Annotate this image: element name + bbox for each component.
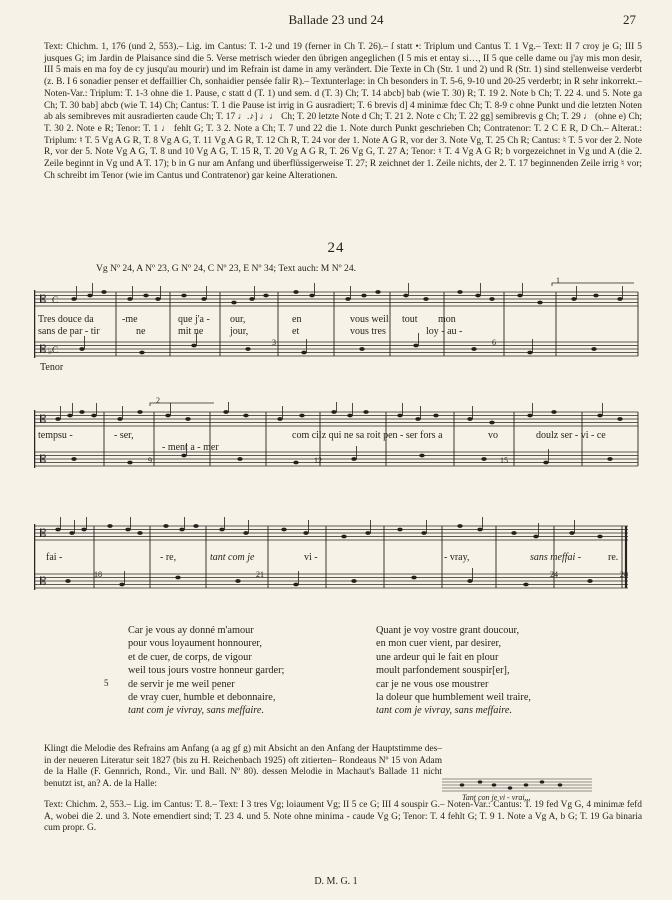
poem-line-refrain: tant com je vivray, sans meffaire. <box>376 705 513 717</box>
lyric-syllable: vo <box>488 430 498 441</box>
lyric-syllable: ne <box>136 326 146 337</box>
measure-number: 28 <box>620 570 628 579</box>
lyric-syllable: mit ne <box>178 326 204 337</box>
poem-line: moult parfondement souspir[er], <box>376 665 510 677</box>
measure-number: 9 <box>148 456 152 465</box>
poem-line: car je ne vous ose moustrer <box>376 678 489 690</box>
lyric-syllable: Tres douce da <box>38 314 94 325</box>
lyric-syllable: vous tres <box>350 326 386 337</box>
staff-system-1-graphic <box>34 282 640 382</box>
critical-notes-text: Text: Chichm. 1, 176 (und 2, 553).– Lig. im Cantus: T. 1-2 und 19 (ferner in Ch T. 26).– ſ statt •: Triplum und Cantus T. 1 Vg.– Text: II 7 croy je G; III 5 jusques G; im Jardin de Plaisance sind die 5. Verse metrisch wieder den übrigen angeglichen (I 5 mis et entay si…, II 5 que celle dame ou j'ay mis mon desir, III 5 mais en ma foy de cy jusqu'au mourir) und im Refrain ist dame in amy verändert. Die Texte in Ch (Str. 1 und 2) und R (Str. 1) sind stellenweise verderbt (z. B. I 6 sonadier penser et deffaillier Ch, sonhaidier pensée falir R).– Textunterlage: in Ch besonders in T. 5-6, 9-10 und 20-25 verderbt; in R sehr inkorrekt.– Noten-Var.: Triplum: T. 1-3 ohne die 1. Pause, c statt d (T. 1) und sem. d (T. 3) Ch; T. 14 abcb] bab (wie T. 30) R; T. 19 2. Note b Ch; T. 22 4. und 5. Note ga Ch; T. 30 bab] abcb (wie T. 14) Ch; Cantus: T. 1 die Pause ist irrig in G ausradiert; T. 6 brevis d] 4 minimæ fdec Ch; T. 8-9 c ohne Punkt und die letzten Noten ab als semibreves mit ausradierten caude Ch; T. 17 ♩.♪] ♩♩ Ch; T. 20 letzte Note d Ch; T. 21 2. Note c Ch; T. 22 gg] semibrevis g Ch; T. 29 ♩ (ohne e) Ch; T. 30 2. Note e R; Tenor: T. 1 ♩ fehlt G; T. 3 2. Note a Ch; T. 7 und 22 die 1. Note durch Punkt geschrieben Ch; Contratenor: T. 2 C E R, D Ch.– Alterat.: Triplum: ♮ T. 5 Vg A G R, T. 8 Vg A G, T. 11 Vg A G R, T. 12 Ch R, T. 24 vor der 1. Note A G R, vor der 3. Note Vg, T. 25 Ch R; Cantus: ♮ T. 5 vor der 2. Note R, vor der 5. Note Vg A G, T. 8 und 10 Vg A G, T. 15 R, T. 20 Vg A G R, T. 26 Vg G, T. 27 A; Tenor: ♮ T. 4 Vg A G R; b vorgezeichnet in Vg und A (die 2. Zeile beginnt in Vg und A T. 17); b in G nur am Anfang und überflüssigerweise T. 27; R zeichnet der 1. Zeile nichts, der 2. T. 17 beginnenden Zeile irrig ♮ vor; Ch schreibt im Tenor (wie im Cantus und Contratenor) gar keine Alterationen. <box>44 42 642 181</box>
volta-number: 1 <box>556 276 560 285</box>
lyric-syllable: mon <box>438 314 456 325</box>
lyric-syllable: et <box>292 326 300 337</box>
lyric-syllable: jour, <box>230 326 249 337</box>
page-number: 27 <box>623 12 636 27</box>
measure-number: 18 <box>94 570 102 579</box>
poem-line-refrain: tant com je vivray, sans meffaire. <box>128 705 265 717</box>
lyric-syllable: tempsu - <box>38 430 73 441</box>
measure-number: 3 <box>272 338 276 347</box>
svg-text:𝄡: 𝄡 <box>40 294 47 306</box>
lyric-syllable: com cilz qui ne sa roit pen - ser fors a <box>292 430 443 441</box>
poem-line: une ardeur qui le fait en plour <box>376 651 499 663</box>
piece-number: 24 <box>327 240 345 256</box>
page-title: Ballade 23 und 24 <box>288 12 384 27</box>
adam-example-lyrics: Tant con je vi - vrai... <box>462 793 531 802</box>
music-system-2 <box>34 396 640 482</box>
lyric-syllable: tout <box>402 314 418 325</box>
lyric-syllable: sans de par - tir <box>38 326 100 337</box>
measure-number: 21 <box>256 570 264 579</box>
sources-line: Vg Nº 24, A Nº 23, G Nº 24, C Nº 23, E Nº 34; Text auch: M Nº 24. <box>96 263 357 274</box>
tenor-label: Tenor <box>40 362 64 373</box>
commentary-text: Klingt die Melodie des Refrains am Anfang (a ag gf g) mit Absicht an den Anfang der Hauptstimme des– in der neueren Literatur seit 1827 (bis zu H. Reichenbach 1925) oft zitierten– Rondeaus Nº 15 von Adam de la Halle (F. Gennrich, Rond., Vir. und Ball. Nº 80). dessen Melodie in Machaut's Ballade 11 nicht benutzt ist, an? A. de la Halle: <box>44 744 442 790</box>
measure-number: 24 <box>550 570 558 579</box>
poem-line: la doleur que humblement weil traire, <box>376 692 531 704</box>
lyric-syllable: vous weil <box>350 314 389 325</box>
lyric-syllable: tant com je <box>210 552 255 563</box>
measure-number: 15 <box>500 456 508 465</box>
lyric-syllable: - ment a - mer <box>162 442 219 453</box>
footer-label: D. M. G. 1 <box>314 876 358 887</box>
commentary-paragraph <box>44 744 442 791</box>
music-system-1 <box>34 276 640 382</box>
svg-text:𝄡: 𝄡 <box>40 344 47 356</box>
volta-number: 2 <box>156 396 160 405</box>
lyric-syllable: doulz ser - vi - ce <box>536 430 606 441</box>
svg-text:C: C <box>52 345 59 355</box>
lyric-syllable: - re, <box>160 552 177 563</box>
poem-line: de servir je me weil pener <box>128 678 235 690</box>
lyric-syllable: our, <box>230 314 246 325</box>
staff-system-2-graphic <box>34 402 640 482</box>
measure-number: 6 <box>492 338 496 347</box>
lyric-syllable: fai - <box>46 552 63 563</box>
poem-stanza-left <box>128 624 284 718</box>
music-system-3 <box>34 516 640 600</box>
measure-number: 12 <box>314 456 322 465</box>
poem-line: Quant je voy vostre grant doucour, <box>376 625 520 636</box>
poem-line: Car je vous ay donné m'amour <box>128 625 254 636</box>
lyric-syllable: loy - au - <box>426 326 463 337</box>
verse-marker: 5 <box>104 678 109 688</box>
svg-text:𝄡: 𝄡 <box>40 528 47 540</box>
lyric-syllable: vi - <box>304 552 318 563</box>
lyric-syllable: -me <box>122 314 138 325</box>
svg-text:𝄡: 𝄡 <box>40 414 47 426</box>
lyric-syllable: que j'a - <box>178 314 210 325</box>
poem-line: weil tous jours vostre honneur garder; <box>128 665 285 677</box>
lyric-syllable: en <box>292 314 302 325</box>
poem-line: et de cuer, de corps, de vigour <box>128 651 252 663</box>
lyric-syllable: sans meffai - <box>530 552 582 563</box>
critical-notes-ballade-23 <box>44 42 642 182</box>
poem-stanza-right <box>376 624 531 718</box>
critical-notes-text: Text: Chichm. 2, 553.– Lig. im Cantus: T. 8.– Text: I 3 tres Vg; loiaument Vg; II 5 ce G; III 4 souspir G.– Noten-Var.: Cantus: T. 19 fed Vg G, 4 minimæ fefd A, wobei die 2. und 3. Note emendiert sind; T. 23 4. und 5. Note ohne minima - caude Vg G; Tenor: T. 4 fehlt G; T. 9 1. Note a Vg A, b G; T. 19 Ga binaria cum propr. G. <box>44 800 642 834</box>
poem-line: de vray cuer, humble et debonnaire, <box>128 692 276 704</box>
svg-text:♭: ♭ <box>48 346 53 356</box>
lyric-syllable: - ser, <box>114 430 134 441</box>
critical-notes-ballade-24 <box>44 800 642 835</box>
lyric-syllable: re. <box>608 552 619 563</box>
lyric-syllable: - vray, <box>444 552 470 563</box>
svg-text:𝄡: 𝄡 <box>40 576 47 588</box>
poem-line: pour vous loyaument honnourer, <box>128 638 262 650</box>
svg-text:𝄡: 𝄡 <box>40 454 47 466</box>
poem-line: en mon cuer vient, par desirer, <box>376 638 502 650</box>
svg-text:C: C <box>52 295 59 305</box>
